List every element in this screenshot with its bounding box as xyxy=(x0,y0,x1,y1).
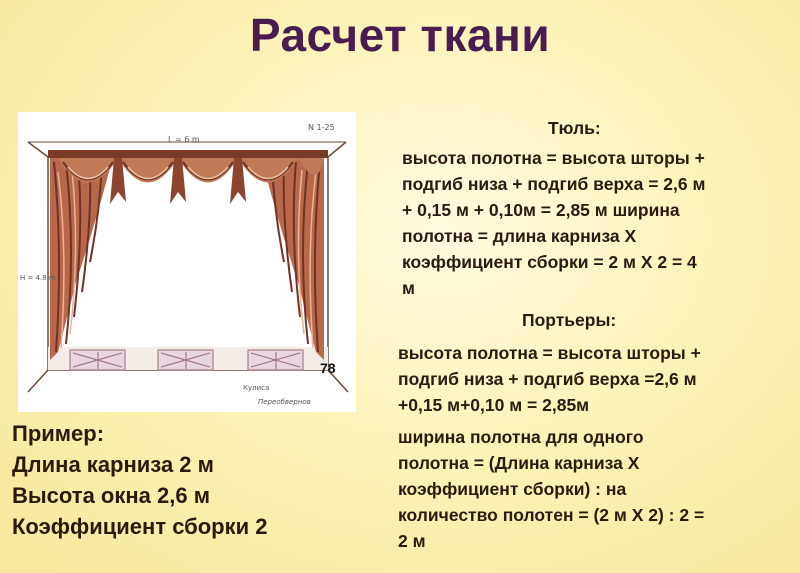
curtain-drawing xyxy=(18,112,356,412)
page-title: Расчет ткани xyxy=(249,9,551,61)
illustration-number: 78 xyxy=(320,360,336,376)
svg-text:Переобвернов: Переобвернов xyxy=(258,398,311,406)
tulle-line: коэффициент сборки = 2 м Х 2 = 4 xyxy=(402,252,697,272)
svg-text:L = 6 m: L = 6 m xyxy=(168,135,200,144)
example-block xyxy=(12,418,352,542)
example-line-window: Высота окна 2,6 м xyxy=(12,483,210,508)
portiere-line: высота полотна = высота шторы + xyxy=(398,343,701,363)
example-heading: Пример: xyxy=(12,421,105,446)
example-line-cornice: Длина карниза 2 м xyxy=(12,452,214,477)
example-line-coefficient: Коэффициент сборки 2 xyxy=(12,514,268,539)
svg-text:H = 4.8 m: H = 4.8 m xyxy=(20,274,56,282)
portiere-width-line: 2 м xyxy=(398,531,426,551)
tulle-line: + 0,15 м + 0,10м = 2,85 м ширина xyxy=(402,200,680,220)
portiere-width-line: коэффициент сборки) : на xyxy=(398,479,627,499)
portiere-line: подгиб низа + подгиб верха =2,6 м xyxy=(398,369,697,389)
portiere-width-line: количество полотен = (2 м Х 2) : 2 = xyxy=(398,505,705,525)
curtain-illustration xyxy=(18,112,356,412)
portiere-heading: Портьеры: xyxy=(522,310,617,330)
tulle-heading: Тюль: xyxy=(548,118,601,138)
portiere-width-line: полотна = (Длина карниза Х xyxy=(398,453,640,473)
tulle-line: подгиб низа + подгиб верха = 2,6 м xyxy=(402,174,706,194)
tulle-line: высота полотна = высота шторы + xyxy=(402,148,705,168)
portiere-width-text xyxy=(398,424,798,554)
portiere-line: +0,15 м+0,10 м = 2,85м xyxy=(398,395,590,415)
svg-text:Кулиса: Кулиса xyxy=(243,384,270,392)
portiere-height-text xyxy=(398,340,798,418)
portiere-width-line: ширина полотна для одного xyxy=(398,427,644,447)
tulle-line: полотна = длина карниза Х xyxy=(402,226,637,246)
tulle-text xyxy=(402,145,797,301)
svg-text:N 1-25: N 1-25 xyxy=(308,123,335,132)
tulle-line: м xyxy=(402,278,415,298)
